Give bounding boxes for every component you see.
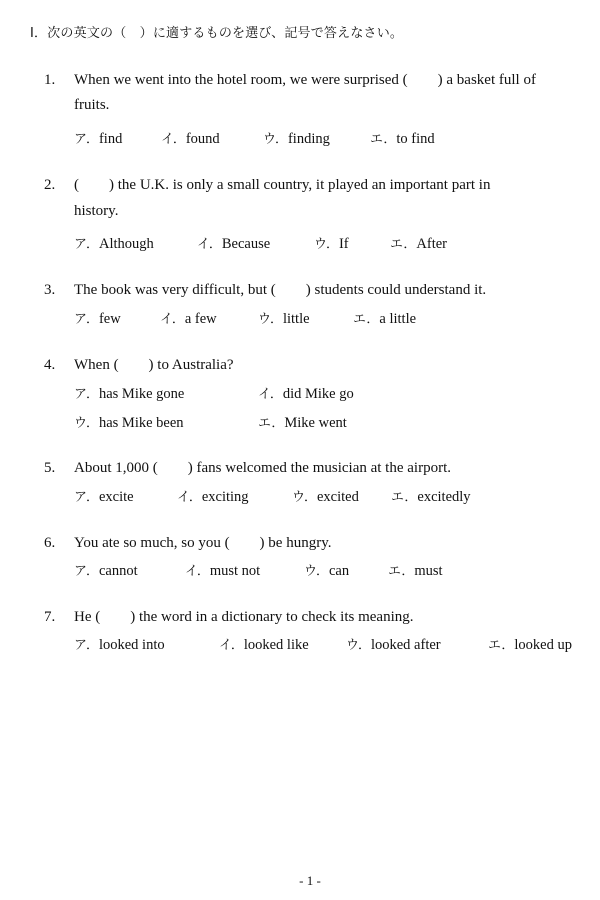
choice-text: a few <box>184 311 217 327</box>
choice-c[interactable] <box>314 233 349 253</box>
choice-c[interactable] <box>292 486 359 506</box>
choice-text: looked after <box>370 637 441 653</box>
choice-a[interactable] <box>74 383 184 403</box>
choice-mark: ア． <box>74 312 99 327</box>
choice-text: few <box>98 311 121 327</box>
question-text: When ( ) to Australia? <box>74 357 234 373</box>
choice-text: exciting <box>201 489 249 505</box>
question-7 <box>44 605 414 626</box>
choice-mark: エ． <box>390 237 417 252</box>
choice-mark: ウ． <box>346 638 371 653</box>
choice-text: to find <box>396 131 435 147</box>
choice-mark: イ． <box>185 564 210 579</box>
choice-text: Because <box>221 236 271 252</box>
choice-text: cannot <box>98 563 138 579</box>
choice-mark: イ． <box>161 132 186 147</box>
choice-text: excitedly <box>417 489 471 505</box>
choice-mark: ア． <box>74 387 99 402</box>
choice-d[interactable] <box>390 233 447 253</box>
choice-c[interactable] <box>74 412 184 432</box>
choice-c[interactable] <box>346 634 441 654</box>
choice-mark: エ． <box>258 416 285 431</box>
choice-mark: ア． <box>74 490 99 505</box>
choice-b[interactable] <box>177 486 249 506</box>
question-number: 5. <box>44 460 56 476</box>
choice-mark: ウ． <box>74 416 99 431</box>
choice-mark: イ． <box>177 490 202 505</box>
question-text-continued: history. <box>74 203 119 219</box>
choice-text: looked into <box>98 637 165 653</box>
choice-mark: イ． <box>258 387 283 402</box>
question-1 <box>44 68 536 89</box>
question-text: When we went into the hotel room, we were surprised ( ) a basket full of <box>74 72 536 88</box>
choice-text: looked like <box>243 637 309 653</box>
choice-text: Although <box>98 236 154 252</box>
choice-mark: エ． <box>388 564 415 579</box>
choice-text: excite <box>98 489 134 505</box>
choice-a[interactable] <box>74 560 138 580</box>
choice-text: found <box>185 131 220 147</box>
choice-d[interactable] <box>391 486 471 506</box>
choice-text: has Mike gone <box>98 386 185 402</box>
question-3 <box>44 278 486 299</box>
choice-text: must <box>414 563 443 579</box>
page-number: - 1 - <box>299 873 321 888</box>
question-text: ( ) the U.K. is only a small country, it played an important part in <box>74 177 491 193</box>
choice-b[interactable] <box>161 128 220 148</box>
choice-text: After <box>416 236 447 252</box>
choice-text: excited <box>316 489 359 505</box>
question-text: He ( ) the word in a dictionary to check its meaning. <box>74 609 414 625</box>
choice-mark: ア． <box>74 132 99 147</box>
choice-d[interactable] <box>488 634 572 654</box>
choice-d[interactable] <box>258 412 347 432</box>
choice-b[interactable] <box>160 308 217 328</box>
choice-mark: イ． <box>219 638 244 653</box>
choice-mark: ウ． <box>263 132 288 147</box>
question-2 <box>44 173 490 194</box>
question-6 <box>44 531 331 552</box>
choice-a[interactable] <box>74 233 154 253</box>
choice-c[interactable] <box>304 560 349 580</box>
choice-mark: エ． <box>391 490 418 505</box>
choice-a[interactable] <box>74 308 121 328</box>
choice-text: find <box>98 131 123 147</box>
question-number: 3. <box>44 282 56 298</box>
choice-text: a little <box>379 311 417 327</box>
choice-a[interactable] <box>74 486 134 506</box>
choice-text: Mike went <box>284 415 347 431</box>
choice-text: can <box>328 563 350 579</box>
choice-a[interactable] <box>74 128 122 148</box>
choice-d[interactable] <box>370 128 435 148</box>
choice-text: did Mike go <box>282 386 354 402</box>
choice-mark: イ． <box>197 237 222 252</box>
choice-mark: エ． <box>488 638 515 653</box>
question-text: About 1,000 ( ) fans welcomed the musician at the airport. <box>74 460 451 476</box>
choice-text: must not <box>209 563 261 579</box>
choice-text: If <box>338 236 349 252</box>
choice-c[interactable] <box>258 308 310 328</box>
choice-b[interactable] <box>185 560 260 580</box>
question-number: 6. <box>44 535 56 551</box>
question-number: 4. <box>44 357 56 373</box>
choice-mark: ウ． <box>314 237 339 252</box>
choice-text: little <box>282 311 310 327</box>
choice-b[interactable] <box>197 233 270 253</box>
choice-mark: ア． <box>74 237 99 252</box>
choice-text: has Mike been <box>98 415 184 431</box>
choice-d[interactable] <box>353 308 416 328</box>
section-title: I．次の英文の（ ）に適するものを選び、記号で答えなさい。 <box>30 26 404 41</box>
question-4 <box>44 353 234 374</box>
question-number: 7. <box>44 609 56 625</box>
choice-text: finding <box>287 131 330 147</box>
choice-mark: ア． <box>74 638 99 653</box>
question-number: 1. <box>44 72 56 88</box>
question-5 <box>44 456 451 477</box>
choice-c[interactable] <box>263 128 330 148</box>
question-text-continued: fruits. <box>74 97 110 113</box>
choice-mark: ウ． <box>304 564 329 579</box>
choice-mark: イ． <box>160 312 185 327</box>
choice-mark: エ． <box>370 132 397 147</box>
choice-b[interactable] <box>219 634 309 654</box>
choice-mark: ア． <box>74 564 99 579</box>
choice-d[interactable] <box>388 560 443 580</box>
choice-b[interactable] <box>258 383 354 403</box>
choice-text: looked up <box>514 637 572 653</box>
question-text: The book was very difficult, but ( ) students could understand it. <box>74 282 487 298</box>
choice-mark: エ． <box>353 312 380 327</box>
choice-mark: ウ． <box>258 312 283 327</box>
question-text: You ate so much, so you ( ) be hungry. <box>74 535 332 551</box>
question-number: 2. <box>44 177 56 193</box>
choice-mark: ウ． <box>292 490 317 505</box>
choice-a[interactable] <box>74 634 165 654</box>
